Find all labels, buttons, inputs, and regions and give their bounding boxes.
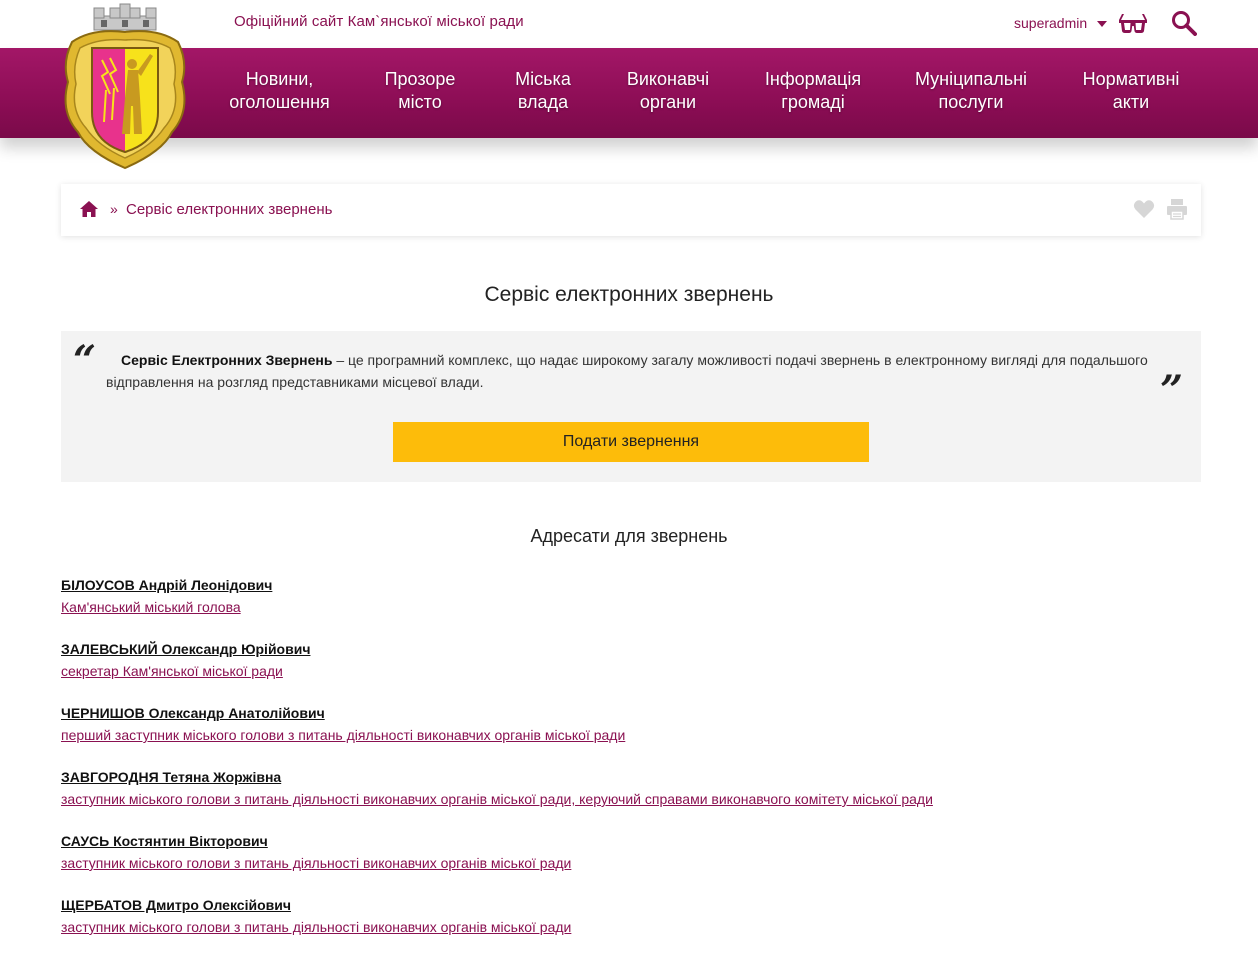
recipient-name-link[interactable]: БІЛОУСОВ Андрій Леонідович (61, 577, 273, 593)
recipient-name-link[interactable]: ЗАЛЕВСЬКИЙ Олександр Юрійович (61, 641, 311, 657)
open-quote-icon: “ (73, 337, 97, 384)
home-icon[interactable] (79, 200, 99, 218)
service-description (106, 349, 1156, 393)
recipient-role-link[interactable]: заступник міського голови з питань діяльності виконавчих органів міської ради (61, 855, 572, 871)
list-item (61, 704, 625, 744)
list-item (61, 576, 272, 616)
nav-item-city-authority[interactable]: Міська влада (515, 69, 571, 112)
recipients-title: Адресати для звернень (530, 526, 728, 546)
user-menu[interactable] (1014, 15, 1107, 31)
recipient-name-link[interactable]: ЩЕРБАТОВ Дмитро Олексійович (61, 897, 291, 913)
list-item (61, 640, 310, 680)
nav-item-community-info[interactable]: Інформація громаді (764, 69, 862, 112)
recipient-name-link[interactable]: САУСЬ Костянтин Вікторович (61, 833, 268, 849)
recipient-role-link[interactable]: заступник міського голови з питань діяльності виконавчих органів міської ради, керуючий справами виконавчого комітету міської ради (61, 791, 933, 807)
low-vision-glasses-icon[interactable] (1117, 12, 1149, 36)
print-icon[interactable] (1166, 198, 1188, 220)
service-description-text: – це програмний комплекс, що надає широкому загалу можливості подачі звернень в електронному вигляді для подальшого відправлення на розгляд представниками місцевої влади. (106, 352, 1148, 390)
recipient-role-link[interactable]: секретар Кам'янської міської ради (61, 663, 283, 679)
nav-item-transparent-city[interactable]: Прозоре місто (384, 69, 456, 112)
recipient-role-link[interactable]: перший заступник міського голови з питань діяльності виконавчих органів міської ради (61, 727, 626, 743)
breadcrumb-current: Сервіс електронних звернень (126, 201, 333, 218)
heart-icon[interactable] (1133, 199, 1155, 219)
nav-item-executive-bodies[interactable]: Виконавчі органи (626, 69, 710, 112)
list-item (61, 832, 571, 872)
nav-item-regulatory-acts[interactable]: Нормативні акти (1082, 69, 1180, 112)
recipient-name-link[interactable]: ЗАВГОРОДНЯ Тетяна Жоржівна (61, 769, 282, 785)
recipient-role-link[interactable]: Кам'янський міський голова (61, 599, 241, 615)
recipient-name-link[interactable]: ЧЕРНИШОВ Олександр Анатолійович (61, 705, 325, 721)
coat-of-arms-logo[interactable] (58, 2, 192, 170)
service-description-block (61, 331, 1201, 482)
list-item (61, 768, 933, 808)
nav-item-municipal-services[interactable]: Муніципальні послуги (914, 69, 1028, 112)
page-title: Сервіс електронних звернень (484, 283, 774, 306)
close-quote-icon: ” (1160, 367, 1184, 414)
nav-item-news[interactable]: Новини, оголошення (229, 69, 330, 112)
list-item (61, 896, 571, 936)
user-name: superadmin (1014, 15, 1088, 31)
breadcrumb-separator: » (110, 201, 118, 217)
recipient-role-link[interactable]: заступник міського голови з питань діяльності виконавчих органів міської ради (61, 919, 572, 935)
service-name: Сервіс Електронних Звернень (121, 352, 333, 368)
search-icon[interactable] (1171, 10, 1197, 36)
breadcrumb (61, 184, 1201, 236)
site-title-link[interactable]: Офіційний сайт Кам`янської міської ради (234, 13, 524, 30)
caret-down-icon (1097, 21, 1107, 27)
submit-appeal-button[interactable]: Подати звернення (393, 422, 869, 462)
